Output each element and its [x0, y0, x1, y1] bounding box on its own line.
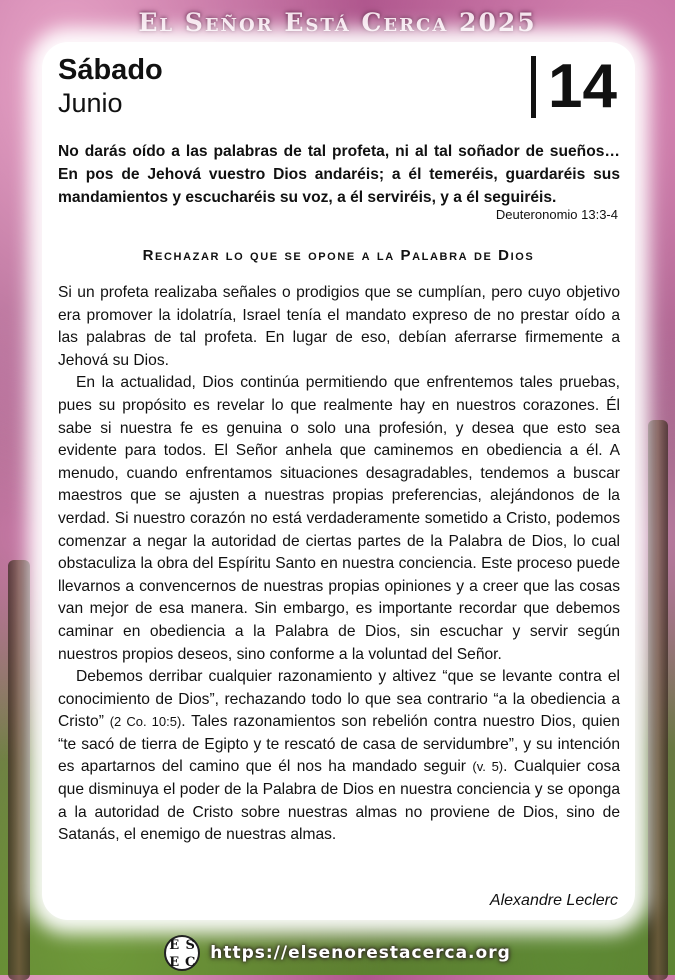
scripture-ref-2co: (2 Co. 10:5) — [109, 714, 182, 730]
tree-trunk-right — [648, 420, 668, 980]
month: Junio — [58, 88, 123, 118]
author-name: Alexandre Leclerc — [489, 892, 618, 909]
paragraph-3 — [58, 666, 620, 847]
weekday: Sábado — [58, 54, 163, 86]
key-verse: No darás oído a las palabras de tal profeta, ni al tal soñador de sueños… En pos de Jehová vuestro Dios andaréis; a él temeréis, guardaréis sus mandamientos y escucharéis su voz, a él serviréis, y a él seguiréis. — [58, 143, 620, 206]
book-title: El Señor Está Cerca 2025 — [138, 8, 537, 37]
day-number: 14 — [548, 52, 617, 121]
publisher-logo-icon — [164, 935, 200, 971]
tree-trunk-left — [8, 560, 30, 980]
logo-letter: E — [169, 955, 180, 970]
devotional-card — [42, 42, 635, 920]
paragraph-3-part-b: . Tales razonamientos son rebelión contra nuestro Dios, quien “te sacó de tierra de Egipto y te rescató de casa de servidumbre”, y su intención es apartarnos del camino que él nos ha mandado seguir — [58, 713, 620, 776]
date-box — [531, 52, 617, 121]
article-heading: Rechazar lo que se opone a la Palabra de Dios — [142, 247, 535, 264]
paragraph-1: Si un profeta realizaba señales o prodigios que se cumplían, pero cuyo objetivo era promover la idolatría, Israel tenía el mandato expreso de no prestar oído a las palabras de tal profeta. En lugar de eso, debían aferrarse firmemente a Jehová su Dios. — [58, 284, 620, 369]
paragraph-2: En la actualidad, Dios continúa permitiendo que enfrentemos tales pruebas, pues su propósito es revelar lo que realmente hay en nuestros corazones. Él sabe si nuestra fe es genuina o solo una profesión, y desea que esto sea evidente para todos. El Señor anhela que caminemos en obediencia a él. A menudo, cuando enfrentamos situaciones desagradables, tendemos a buscar maestros que se ajusten a nuestras propias preferencias, alejándonos de la verdad. Si nuestro corazón no está verdaderamente sometido a Cristo, podemos comenzar a negar la autoridad de ciertas partes de la Palabra de Dios, lo cual obstaculiza la obra del Espíritu Santo en nuestra conciencia. Este proceso puede llevarnos a convencernos de nuestras propias opiniones y a creer que las cosas van mejor de esa manera. Sin embargo, es importante recordar que debemos caminar en obediencia a la Palabra de Dios, sin escuchar y servir según nuestros propios deseos, sino conforme a la voluntad del Señor. — [58, 374, 620, 663]
date-divider — [531, 56, 536, 118]
logo-letter: E — [169, 938, 180, 953]
article-body — [58, 282, 620, 847]
logo-letter: C — [185, 955, 196, 970]
verse-reference: Deuteronomio 13:3-4 — [495, 207, 618, 222]
website-link[interactable]: https://elsenorestacerca.org — [210, 943, 511, 963]
footer — [0, 935, 675, 971]
scripture-ref-v5: (v. 5) — [472, 759, 504, 775]
paragraph-3-part-a: Debemos derribar cualquier razonamiento y altivez “que se levante contra el conocimiento de Dios”, rechazando todo lo que sea contrario “a la obediencia a Cristo” — [58, 668, 620, 731]
paragraph-3-part-c: . Cualquier cosa que disminuya el poder de la Palabra de Dios en nuestra conciencia y se oponga a la autoridad de Cristo sobre nuestras almas no proviene de Dios, sino de Satanás, el enemigo de nuestras almas. — [58, 758, 620, 844]
logo-letter: S — [185, 938, 195, 953]
